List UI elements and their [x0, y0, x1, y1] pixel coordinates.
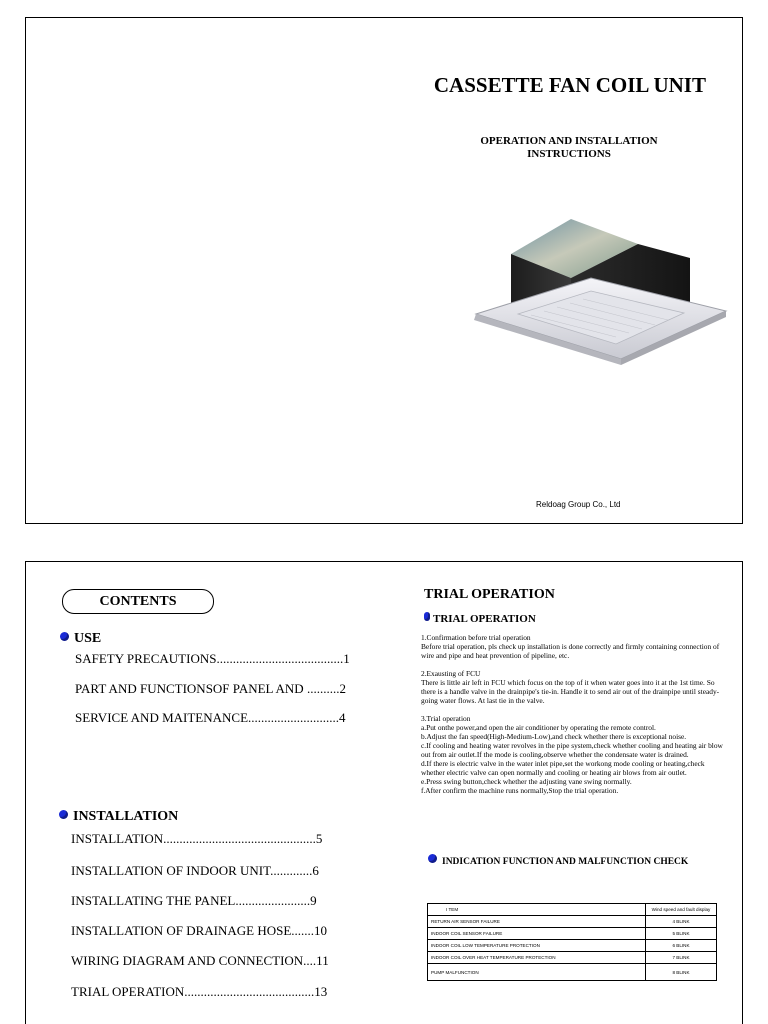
table-cell-display: 4 BLINK [646, 916, 717, 928]
toc-item[interactable]: WIRING DIAGRAM AND CONNECTION....11 [71, 953, 329, 968]
malfunction-table [427, 903, 717, 981]
table-row [428, 940, 717, 952]
trial-operation-title: TRIAL OPERATION [424, 587, 555, 602]
trial-operation-subtitle [424, 612, 536, 625]
indication-heading [428, 854, 688, 867]
paragraph: There is little air left in FCU which focus on the top of it when water goes into it at the 1st time. So there is a handle valve in the drainpipe's tie-in. Handle it to send air out of the drainpipe until steady-going water flows. At last tie in the valve. [421, 678, 720, 705]
cassette-unit-image [426, 216, 736, 376]
cover-page [25, 17, 743, 524]
toc-item[interactable]: TRIAL OPERATION........................................13 [71, 984, 328, 999]
paragraph: Before trial operation, pls check up installation is done correctly and firmly containing connection of wire and pipe and heat prevention of pipeline, etc. [421, 642, 720, 660]
trial-subtitle-label: TRIAL OPERATION [433, 613, 536, 625]
cover-title: CASSETTE FAN COIL UNIT [433, 73, 706, 97]
bullet-icon [424, 612, 430, 621]
bullet-icon [59, 810, 68, 819]
header-cell-item: I TEM [428, 904, 646, 916]
indication-heading-label: INDICATION FUNCTION AND MALFUNCTION CHECK [442, 857, 689, 867]
paragraph-title: 2.Exausting of FCU [421, 669, 481, 678]
table-cell-item: INDOOR COIL LOW TEMPERATURE PROTECTION [428, 940, 646, 952]
toc-item[interactable]: PART AND FUNCTIONSOF PANEL AND ..........2 [75, 681, 346, 696]
table-cell-display: 5 BLINK [646, 928, 717, 940]
paragraph: a.Put onthe power,and open the air conditioner by operating the remote control. [421, 723, 656, 732]
cover-subtitle-line2: INSTRUCTIONS [527, 148, 611, 160]
table-cell-display: 7 BLINK [646, 952, 717, 964]
table-cell-display: 6 BLINK [646, 940, 717, 952]
paragraph: f.After confirm the machine runs normally,Stop the trial operation. [421, 786, 619, 795]
paragraph-title: 1.Confirmation before trial operation [421, 633, 531, 642]
toc-item[interactable]: INSTALLATION OF INDOOR UNIT.............6 [71, 863, 319, 878]
toc-item[interactable]: SERVICE AND MAITENANCE............................4 [75, 710, 346, 725]
table-row [428, 916, 717, 928]
toc-item[interactable]: INSTALLATION OF DRAINAGE HOSE.......10 [71, 923, 328, 938]
table-row [428, 928, 717, 940]
table-row [428, 964, 717, 981]
paragraph-title: 3.Trial operation [421, 714, 471, 723]
contents-page [25, 561, 743, 1024]
header-cell-display: Wind speed and fault display [646, 904, 717, 916]
toc-item[interactable]: INSTALLATION...............................................5 [71, 831, 323, 846]
toc-item[interactable]: SAFETY PRECAUTIONS.......................................1 [75, 651, 350, 666]
bullet-icon [60, 632, 69, 641]
paragraph: b.Adjust the fan speed(High-Medium-Low),and check whether there is exceptional noise. [421, 732, 687, 741]
paragraph: c.If cooling and heating water revolves in the pipe system,check whether cooling and heating air blow out from air outlet.If the mode is cooling,observe whether the condensate water is drained. [421, 741, 723, 759]
installation-heading [59, 809, 178, 825]
table-cell-item: INDOOR COIL OVER HEAT TEMPERATURE PROTECTION [428, 952, 646, 964]
table-cell-item: INDOOR COIL SENSOR FAILURE [428, 928, 646, 940]
table-header-row [428, 904, 717, 916]
table-cell-item: PUMP MALFUNCTION [428, 964, 646, 981]
table-cell-item: RETURN AIR SENSOR FAILURE [428, 916, 646, 928]
installation-heading-label: INSTALLATION [73, 809, 179, 824]
table-row [428, 952, 717, 964]
contents-heading: CONTENTS [62, 589, 214, 614]
cover-subtitle-line1: OPERATION AND INSTALLATION [480, 135, 658, 147]
bullet-icon [428, 854, 437, 863]
trial-operation-body [421, 633, 726, 795]
paragraph: e.Press swing button,check whether the adjusting vane swing normally. [421, 777, 632, 786]
use-heading-label: USE [74, 631, 102, 646]
toc-item[interactable]: INSTALLATING THE PANEL.......................9 [71, 893, 317, 908]
table-cell-display: 8 BLINK [646, 964, 717, 981]
paragraph: d.If there is electric valve in the water inlet pipe,set the workong mode cooling or heating,check whether electric valve can open normally and cooling or heating air blows from air outlet. [421, 759, 705, 777]
company-name: Reldoag Group Co., Ltd [536, 500, 621, 509]
use-heading [60, 631, 101, 647]
cover-subtitle [446, 135, 692, 161]
